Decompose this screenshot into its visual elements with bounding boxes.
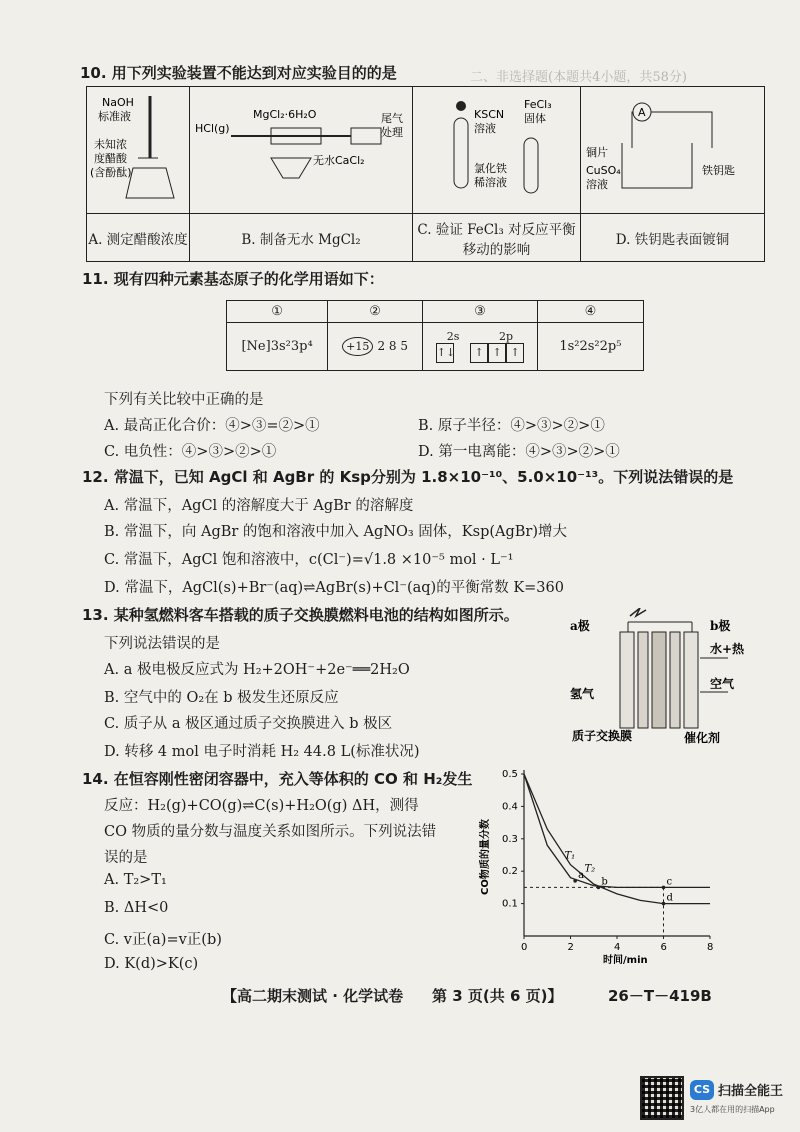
q14-stem-line-1: 14. 在恒容刚性密闭容器中，充入等体积的 CO 和 H₂发生	[82, 770, 473, 788]
apparatus-a	[87, 87, 190, 214]
label-naoh: NaOH	[102, 96, 134, 109]
qr-code	[640, 1076, 684, 1120]
label-tail: 尾气	[381, 112, 403, 125]
y-tick-label: 0.5	[502, 769, 518, 780]
data-point	[662, 886, 666, 890]
q10-apparatus-table	[86, 86, 765, 262]
y-axis-label: CO物质的量分数	[480, 819, 491, 895]
shells: 2 8 5	[377, 339, 409, 353]
q11-stem: 11. 现有四种元素基态原子的化学用语如下：	[82, 270, 384, 288]
scanner-name: 扫描全能王	[718, 1084, 784, 1099]
atomic-structure-2	[328, 323, 423, 371]
q11-intro: 下列有关比较中正确的是	[104, 392, 264, 408]
q12-option-c: C. 常温下，AgCl 饱和溶液中，c(Cl⁻)=√1.8 ×10⁻⁵ mol · L⁻¹	[104, 552, 514, 568]
electron-config-1: [Ne]3s²3p⁴	[227, 323, 328, 371]
q14-option-c: C. v正(a)=v正(b)	[104, 932, 222, 948]
bleed-through-text: 二、非选择题(本题共4小题，共58分)	[470, 70, 687, 85]
label-mgcl2: MgCl₂·6H₂O	[253, 108, 317, 121]
data-point	[662, 902, 666, 906]
footer-page: 第 3 页(共 6 页)】	[432, 987, 563, 1005]
label-air: 空气	[710, 677, 735, 691]
q10-stem: 10. 用下列实验装置不能达到对应实验目的的是	[80, 64, 397, 82]
ammeter-label: A	[638, 106, 646, 119]
q12-option-a: A. 常温下，AgCl 的溶解度大于 AgBr 的溶解度	[104, 498, 414, 514]
label-cuso4: CuSO₄	[586, 164, 621, 177]
caption-c	[413, 214, 581, 262]
nucleus: +15	[342, 337, 373, 356]
label-phenol: (含酚酞)	[90, 166, 132, 179]
co-fraction-chart	[478, 764, 728, 964]
q11-table	[226, 300, 644, 371]
footer-title: 【高二期末测试 · 化学试卷	[222, 987, 404, 1005]
plating-diagram	[582, 88, 763, 208]
label-hydrogen: 氢气	[570, 687, 595, 701]
caption-b: B. 制备无水 MgCl₂	[190, 214, 413, 262]
orbital-box: ↑	[506, 343, 524, 363]
orbital-diagram-3	[423, 323, 538, 371]
q13-option-b: B. 空气中的 O₂在 b 极发生还原反应	[104, 690, 339, 706]
equilibrium-diagram	[414, 88, 579, 208]
label-standard: 标准液	[98, 110, 131, 123]
point-label: b	[601, 876, 608, 888]
y-tick-label: 0.1	[502, 898, 518, 910]
q14-option-d: D. K(d)>K(c)	[104, 956, 199, 972]
data-point	[573, 879, 577, 883]
q14-stem-line-2: 反应：H₂(g)+CO(g)⇌C(s)+H₂O(g) ΔH，测得	[104, 798, 419, 814]
q14-option-b: B. ΔH<0	[104, 900, 169, 916]
label-hcl: HCl(g)	[195, 122, 230, 135]
label-unknown: 未知浓	[94, 138, 127, 151]
label-2p: 2p	[498, 330, 513, 343]
y-tick-label: 0.2	[502, 866, 518, 878]
caption-c-line1: C. 验证 FeCl₃ 对反应平衡	[417, 221, 576, 238]
label-b-pole: b极	[710, 619, 731, 633]
y-tick-label: 0.4	[502, 801, 518, 813]
label-fecl3: FeCl₃	[524, 98, 552, 111]
label-catalyst: 催化剂	[684, 731, 721, 745]
label-acetic: 度醋酸	[94, 152, 127, 165]
data-point	[597, 886, 601, 890]
label-cacl2: 无水CaCl₂	[313, 154, 365, 167]
q14-option-a: A. T₂>T₁	[104, 872, 167, 888]
series-label: T₁	[564, 850, 576, 862]
label-copper: 铜片	[586, 146, 608, 159]
label-dilute: 稀溶液	[474, 176, 507, 189]
x-tick-label: 8	[707, 942, 714, 953]
q13-stem: 13. 某种氢燃料客车搭载的质子交换膜燃料电池的结构如图所示。	[82, 606, 519, 624]
q13-option-d: D. 转移 4 mol 电子时消耗 H₂ 44.8 L(标准状况)	[104, 744, 420, 760]
x-tick-label: 2	[567, 942, 574, 953]
y-tick-label: 0.3	[502, 833, 518, 845]
q13-option-a: A. a 极电极反应式为 H₂+2OH⁻+2e⁻══2H₂O	[104, 662, 410, 678]
x-tick-label: 4	[614, 942, 621, 953]
q11-option-c: C. 电负性：④>③>②>①	[104, 444, 277, 460]
label-treat: 处理	[381, 126, 403, 139]
series-label: T₂	[584, 863, 596, 875]
titration-diagram	[88, 88, 188, 208]
q14-stem-line-4: 误的是	[104, 850, 148, 866]
col-header-4: ④	[537, 301, 643, 323]
col-header-2: ②	[328, 301, 423, 323]
point-label: d	[666, 892, 673, 904]
label-key: 铁钥匙	[702, 164, 735, 177]
apparatus-c	[413, 87, 581, 214]
point-label: c	[666, 876, 673, 888]
orbital-box: ↑	[470, 343, 488, 363]
point-label: a	[578, 869, 585, 881]
label-water-heat: 水+热	[710, 642, 745, 656]
orbital-box: ↑	[488, 343, 506, 363]
scanner-slogan: 3亿人都在用的扫描App	[690, 1105, 775, 1114]
label-ferric: 氯化铁	[474, 162, 507, 175]
apparatus-b	[190, 87, 413, 214]
label-cuso4-sol: 溶液	[586, 178, 608, 191]
caption-c-line2: 移动的影响	[462, 241, 531, 258]
q12-option-b: B. 常温下，向 AgBr 的饱和溶液中加入 AgNO₃ 固体，Ksp(AgBr)增大	[104, 524, 568, 540]
label-2s: 2s	[446, 330, 460, 343]
orbital-box: ↑↓	[436, 343, 454, 363]
caption-a: A. 测定醋酸浓度	[87, 214, 190, 262]
q14-stem-line-3: CO 物质的量分数与温度关系如图所示。下列说法错	[104, 824, 437, 840]
q12-option-d: D. 常温下，AgCl(s)+Br⁻(aq)⇌AgBr(s)+Cl⁻(aq)的平衡常数 K=360	[104, 580, 564, 596]
apparatus-d	[581, 87, 765, 214]
x-tick-label: 6	[660, 942, 667, 953]
q11-option-b: B. 原子半径：④>③>②>①	[418, 418, 605, 434]
fuel-cell-diagram	[560, 608, 760, 748]
col-header-3: ③	[423, 301, 538, 323]
series-line-1	[524, 774, 710, 904]
label-solid: 固体	[524, 112, 546, 125]
dehydration-diagram	[191, 88, 411, 208]
x-axis-label: 时间/min	[603, 955, 648, 964]
series-line-2	[524, 774, 710, 887]
electron-config-4: 1s²2s²2p⁵	[537, 323, 643, 371]
x-tick-label: 0	[521, 942, 528, 953]
label-membrane: 质子交换膜	[572, 729, 633, 743]
q12-stem: 12. 常温下，已知 AgCl 和 AgBr 的 Ksp分别为 1.8×10⁻¹⁰、5.0×10⁻¹³。下列说法错误的是	[82, 468, 734, 486]
caption-d: D. 铁钥匙表面镀铜	[581, 214, 765, 262]
label-kscn-sol: 溶液	[474, 122, 496, 135]
q11-option-a: A. 最高正化合价：④>③=②>①	[104, 418, 320, 434]
label-a-pole: a极	[570, 619, 590, 633]
q13-option-c: C. 质子从 a 极区通过质子交换膜进入 b 极区	[104, 716, 393, 732]
footer-code: 26－T－419B	[608, 987, 712, 1005]
q13-intro: 下列说法错误的是	[104, 636, 220, 652]
q11-option-d: D. 第一电离能：④>③>②>①	[418, 444, 620, 460]
col-header-1: ①	[227, 301, 328, 323]
label-kscn: KSCN	[474, 108, 505, 121]
cs-logo-badge: CS	[690, 1080, 714, 1100]
